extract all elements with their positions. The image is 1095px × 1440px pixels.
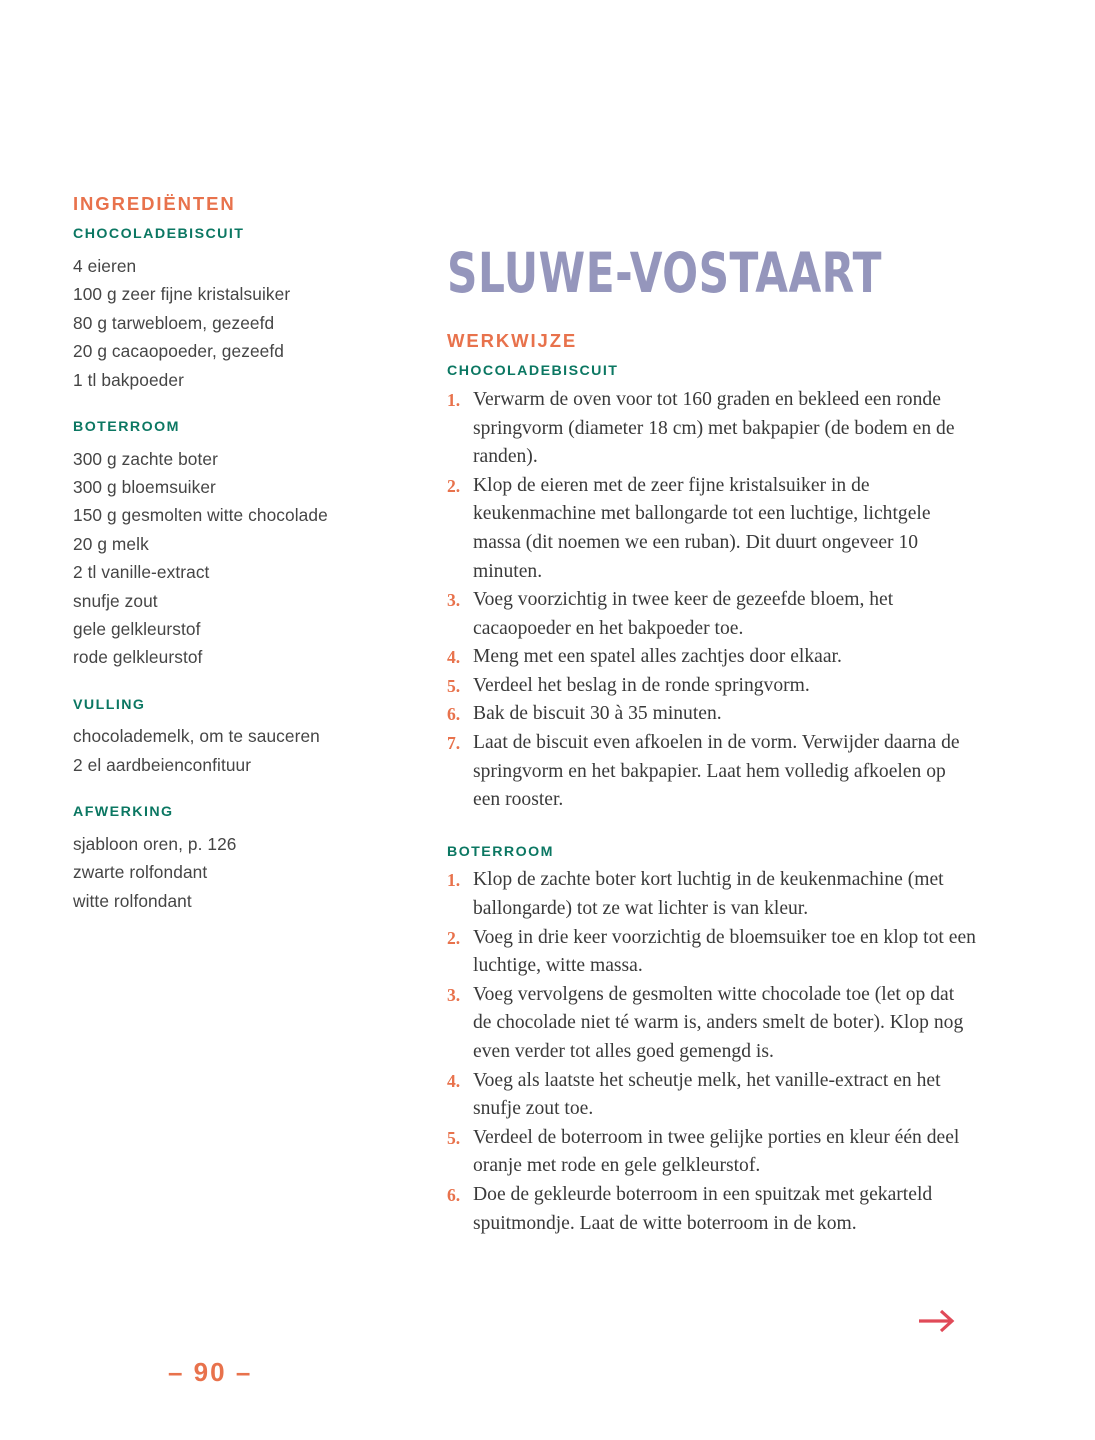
- step-number: 5.: [447, 675, 461, 696]
- step-list: [447, 386, 977, 815]
- step-text: Voeg vervolgens de gesmolten witte chocolade toe (let op dat de chocolade niet té warm is, anders smelt de boter). Klop nog even verder tot alles goed gemengd is.: [473, 983, 964, 1063]
- method-group-title: BOTERROOM: [447, 843, 554, 860]
- ingredient-item: 300 g zachte boter: [73, 448, 218, 469]
- ingredient-item: 2 el aardbeienconfituur: [73, 754, 252, 775]
- step-number: 4.: [447, 647, 461, 668]
- method-group-title: CHOCOLADEBISCUIT: [447, 363, 619, 380]
- step-number: 7.: [447, 733, 461, 754]
- ingredient-item: 20 g melk: [73, 533, 149, 554]
- page-number: – 90 –: [168, 1357, 253, 1387]
- ingredient-group-afwerking: [73, 805, 403, 915]
- ingredient-group-title: BOTERROOM: [73, 418, 180, 435]
- step-item: [447, 981, 977, 1067]
- ingredient-item: 300 g bloemsuiker: [73, 477, 216, 497]
- ingredient-item: zwarte rolfondant: [73, 862, 208, 883]
- ingredient-item: 4 eieren: [73, 255, 137, 276]
- step-item: [447, 472, 977, 586]
- step-item: [447, 1067, 977, 1124]
- ingredient-item: 100 g zeer fijne kristalsuiker: [73, 284, 291, 305]
- ingredient-item: sjabloon oren, p. 126: [73, 833, 237, 854]
- step-text: Verwarm de oven voor tot 160 graden en bekleed een ronde springvorm (diameter 18 cm) met bakpapier (de bodem en de randen).: [473, 388, 955, 468]
- step-number: 1.: [447, 870, 461, 891]
- step-item: [447, 386, 977, 472]
- step-text: Verdeel de boterroom in twee gelijke porties en kleur één deel oranje met rode en gele gelkleurstof.: [473, 1126, 960, 1177]
- step-number: 6.: [447, 704, 461, 725]
- step-item: [447, 700, 977, 729]
- step-text: Voeg in drie keer voorzichtig de bloemsuiker toe en klop tot een luchtige, witte massa.: [473, 926, 976, 977]
- ingredient-group-boterroom: [73, 420, 403, 672]
- step-item: [447, 924, 977, 981]
- ingredient-group-title: CHOCOLADEBISCUIT: [73, 226, 245, 243]
- ingredients-heading: INGREDIËNTEN: [73, 193, 236, 214]
- step-text: Verdeel het beslag in de ronde springvorm.: [473, 674, 810, 696]
- step-list: [447, 866, 977, 1238]
- ingredient-item: witte rolfondant: [73, 890, 192, 911]
- ingredient-group-title: VULLING: [73, 696, 146, 713]
- ingredient-group-vulling: [73, 698, 403, 779]
- step-number: 1.: [447, 389, 461, 410]
- step-text: Klop de eieren met de zeer fijne kristalsuiker in de keukenmachine met ballongarde tot een luchtige, lichtgele massa (dit noemen we een ruban). Dit duurt ongeveer 10 minuten.: [473, 474, 931, 582]
- step-item: [447, 1181, 977, 1238]
- step-number: 5.: [447, 1127, 461, 1148]
- ingredient-group-chocoladebiscuit: [73, 227, 403, 394]
- ingredient-item: 150 g gesmolten witte chocolade: [73, 505, 328, 526]
- step-text: Meng met een spatel alles zachtjes door elkaar.: [473, 646, 842, 668]
- step-number: 6.: [447, 1185, 461, 1205]
- ingredient-item: 2 tl vanille-extract: [73, 562, 210, 583]
- step-item: [447, 643, 977, 672]
- arrow-right-icon: [916, 1306, 958, 1336]
- step-text: Voeg als laatste het scheutje melk, het vanille-extract en het snufje zout toe.: [473, 1069, 941, 1120]
- ingredient-item: 80 g tarwebloem, gezeefd: [73, 312, 275, 333]
- step-number: 2.: [447, 475, 461, 496]
- ingredient-item: chocolademelk, om te sauceren: [73, 726, 320, 747]
- step-number: 3.: [447, 984, 461, 1005]
- ingredient-item: 1 tl bakpoeder: [73, 369, 184, 390]
- step-text: Klop de zachte boter kort luchtig in de keukenmachine (met ballongarde) tot ze wat lichter is van kleur.: [473, 869, 944, 920]
- method-group-chocoladebiscuit: [447, 364, 977, 815]
- step-number: 2.: [447, 927, 461, 948]
- ingredient-group-title: AFWERKING: [73, 804, 174, 821]
- method-group-boterroom: [447, 845, 977, 1238]
- step-item: [447, 866, 977, 923]
- step-item: [447, 672, 977, 701]
- recipe-title: SLUWE-VOSTAART: [447, 241, 882, 307]
- step-item: [447, 729, 977, 815]
- ingredient-item: gele gelkleurstof: [73, 619, 201, 640]
- ingredient-item: snufje zout: [73, 590, 158, 611]
- step-text: Bak de biscuit 30 à 35 minuten.: [473, 703, 722, 725]
- step-text: Laat de biscuit even afkoelen in de vorm. Verwijder daarna de springvorm en het bakpapier. Laat hem volledig afkoelen op een rooster.: [473, 732, 960, 811]
- ingredient-item: 20 g cacaopoeder, gezeefd: [73, 341, 285, 362]
- ingredient-item: rode gelkleurstof: [73, 647, 203, 668]
- step-number: 4.: [447, 1070, 461, 1091]
- step-number: 3.: [447, 590, 461, 611]
- step-text: Voeg voorzichtig in twee keer de gezeefde bloem, het cacaopoeder en het bakpoeder toe.: [473, 589, 894, 639]
- method-column: [447, 241, 977, 1238]
- ingredients-column: [73, 194, 403, 915]
- step-item: [447, 586, 977, 643]
- method-heading: WERKWIJZE: [447, 330, 578, 351]
- step-text: Doe de gekleurde boterroom in een spuitzak met gekarteld spuitmondje. Laat de witte boterroom in de kom.: [473, 1184, 933, 1234]
- step-item: [447, 1124, 977, 1181]
